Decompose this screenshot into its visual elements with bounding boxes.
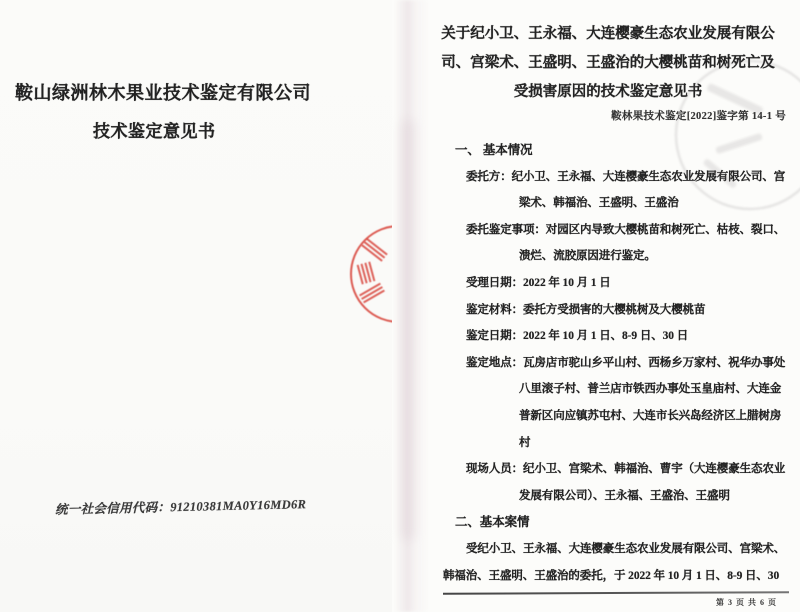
document-number: 鞍林果技术鉴定[2022]鉴字第 14-1 号 <box>611 111 786 122</box>
doc-line: 普新区向应镇苏屯村、大连市长兴岛经济区上腊树房 <box>519 409 782 422</box>
section-heading-basic-info: 一、 基本情况 <box>455 143 533 157</box>
doc-line: 村 <box>519 436 531 449</box>
credit-code-line: 统一社会信用代码：91210381MA0Y16MD6R <box>54 497 307 517</box>
doc-line: 八里滚子村、普兰店市铁西办事处玉皇庙村、大连金 <box>519 383 782 396</box>
section-heading-basic-case: 二、基本案情 <box>455 515 530 530</box>
doc-line: 委托方：纪小卫、王永福、大连樱豪生态农业发展有限公司、宫 <box>466 170 786 183</box>
document-title-line: 受损害原因的技术鉴定意见书 <box>513 84 703 100</box>
company-name-title: 鞍山绿洲林木果业技术鉴定有限公司 <box>15 83 311 103</box>
doc-line: 受纪小卫、王永福、大连樱豪生态农业发展有限公司、宫梁术、 <box>466 542 786 555</box>
doc-line: 委托鉴定事项：对园区内导致大樱桃苗和树死亡、枯枝、裂口、 <box>466 223 786 236</box>
doc-line: 韩福治、王盛明、王盛治的委托，于 2022 年 10 月 1 日、8-9 日、30 <box>443 569 780 582</box>
doc-line: 鉴定日期：2022 年 10 月 1 日、8-9 日、30 日 <box>466 330 689 343</box>
doc-line: 现场人员：纪小卫、宫梁术、韩福治、曹宇（大连樱豪生态农业 <box>466 463 786 476</box>
document-title-line: 司、宫梁术、王盛明、王盛治的大樱桃苗和树死亡及 <box>441 55 775 71</box>
doc-line: 梁术、韩福治、王盛明、王盛治 <box>519 197 679 210</box>
doc-line: 鉴定材料：委托方受损害的大樱桃树及大樱桃苗 <box>466 303 706 316</box>
doc-line: 溃烂、流胶原因进行鉴定。 <box>519 250 656 263</box>
doc-line: 受理日期：2022 年 10 月 1 日 <box>466 276 611 289</box>
doc-line: 鉴定地点：瓦房店市驼山乡平山村、西杨乡万家村、祝华办事处 <box>466 356 786 369</box>
document-type-title: 技术鉴定意见书 <box>93 122 216 141</box>
doc-line: 发展有限公司）、王永福、王盛治、王盛明 <box>519 489 730 502</box>
document-title-line: 关于纪小卫、王永福、大连樱豪生态农业发展有限公 <box>441 26 775 42</box>
footer-rule <box>443 591 789 594</box>
page-number: 第 3 页 共 6 页 <box>716 598 777 607</box>
left-page <box>0 0 392 612</box>
